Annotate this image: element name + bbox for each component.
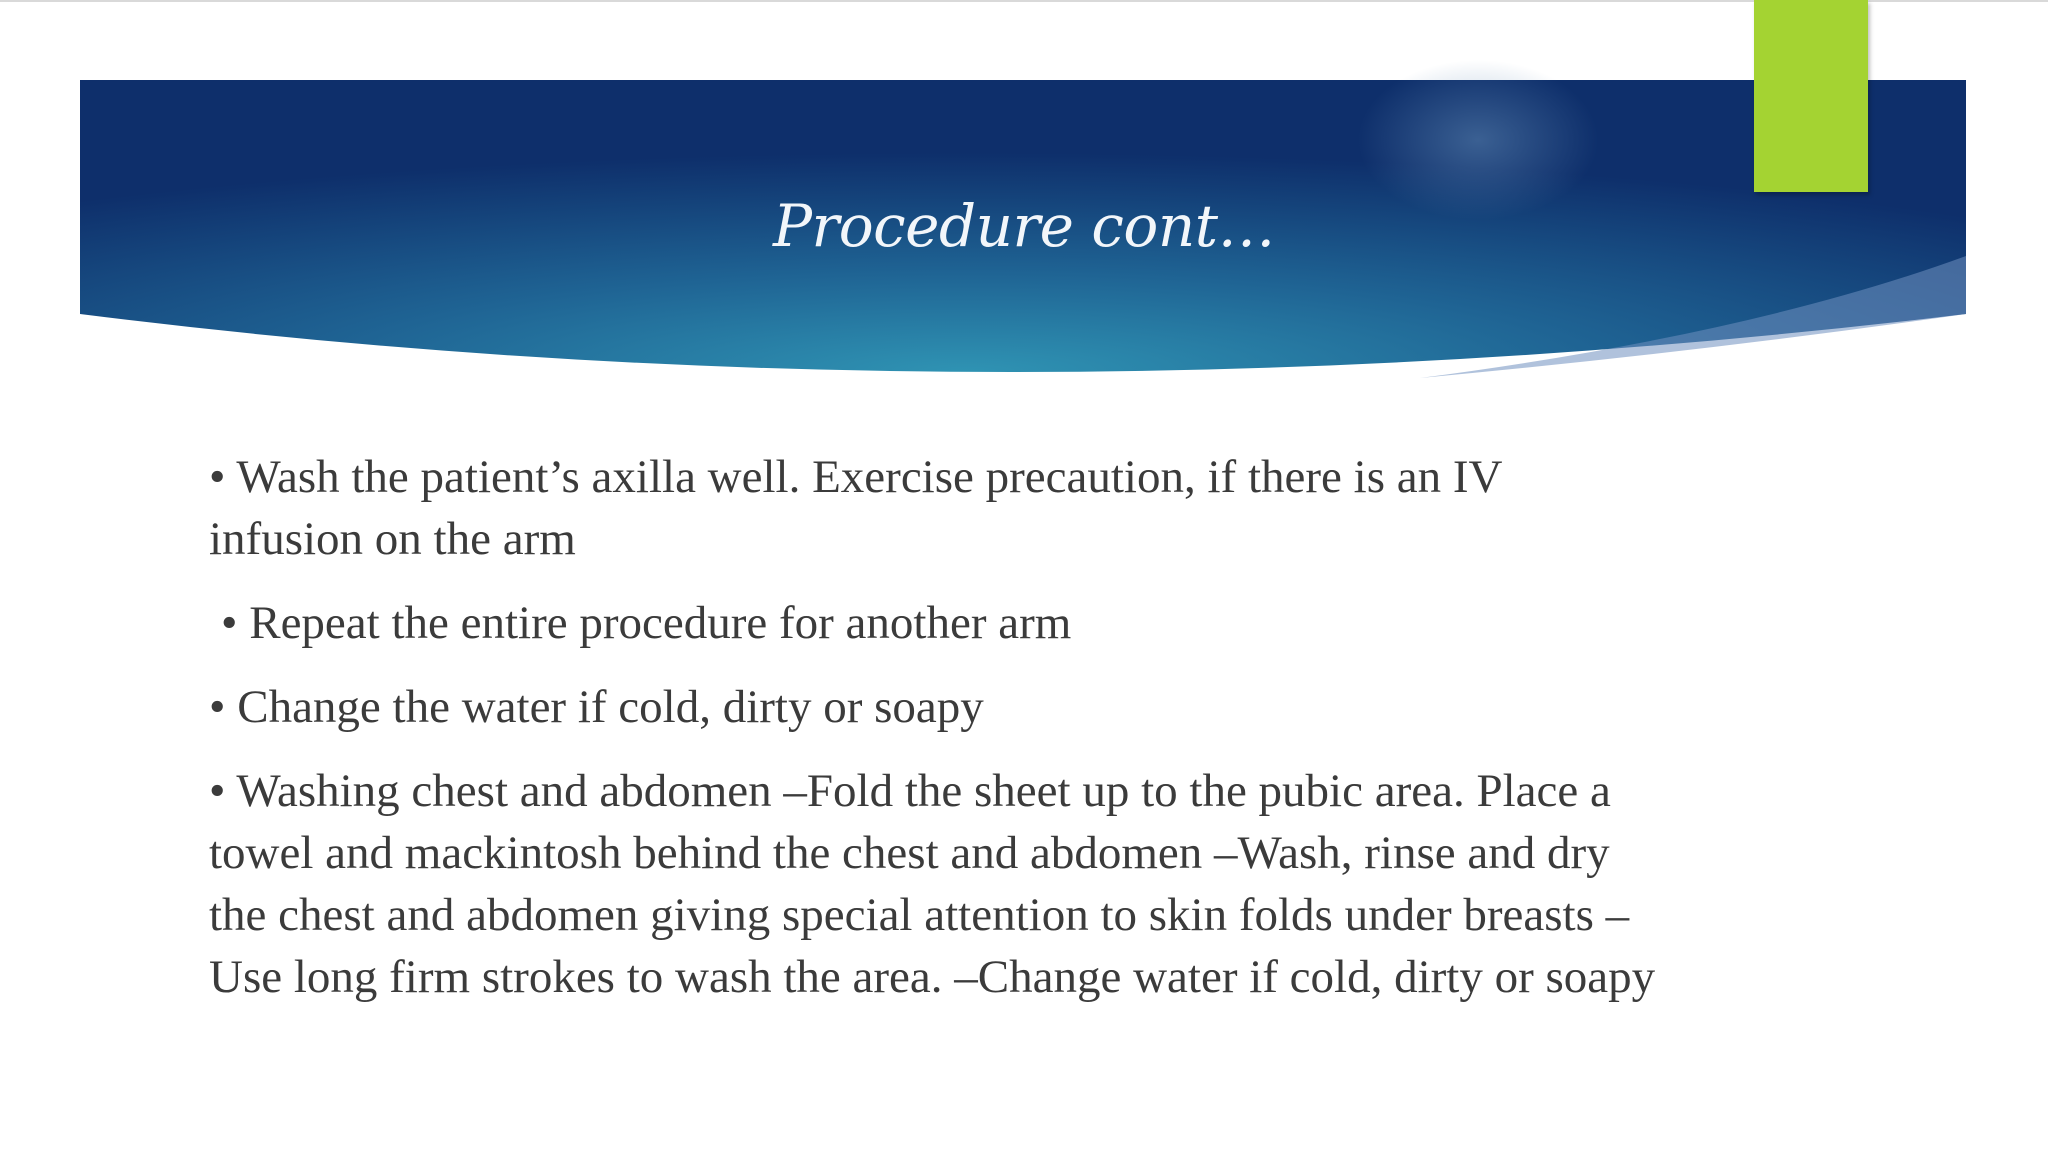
bullet-text: Washing chest and abdomen –Fold the sheet up to the pubic area. Place a towel and mackintosh behind the chest and abdomen –Wash, rinse and dry the chest and abdomen giving special attention to skin folds under breasts –Use long firm strokes to wash the area. –Change water if cold, dirty or soapy xyxy=(209,765,1656,1003)
list-item xyxy=(209,760,1659,1008)
accent-tab xyxy=(1754,0,1868,192)
bullet-text: Wash the patient’s axilla well. Exercise precaution, if there is an IV infusion on the arm xyxy=(209,451,1502,565)
slide-title: Procedure cont… xyxy=(772,192,1275,260)
bullet-icon: • xyxy=(209,451,226,503)
list-item xyxy=(209,676,1659,738)
bullet-icon: • xyxy=(209,681,226,733)
bullet-icon: • xyxy=(209,765,226,817)
list-item xyxy=(209,446,1659,570)
list-item xyxy=(209,592,1659,654)
bullet-text: Repeat the entire procedure for another arm xyxy=(237,597,1072,649)
bullet-icon: • xyxy=(221,597,238,649)
bullet-text: Change the water if cold, dirty or soapy xyxy=(225,681,984,733)
bullet-list xyxy=(209,446,1659,1030)
